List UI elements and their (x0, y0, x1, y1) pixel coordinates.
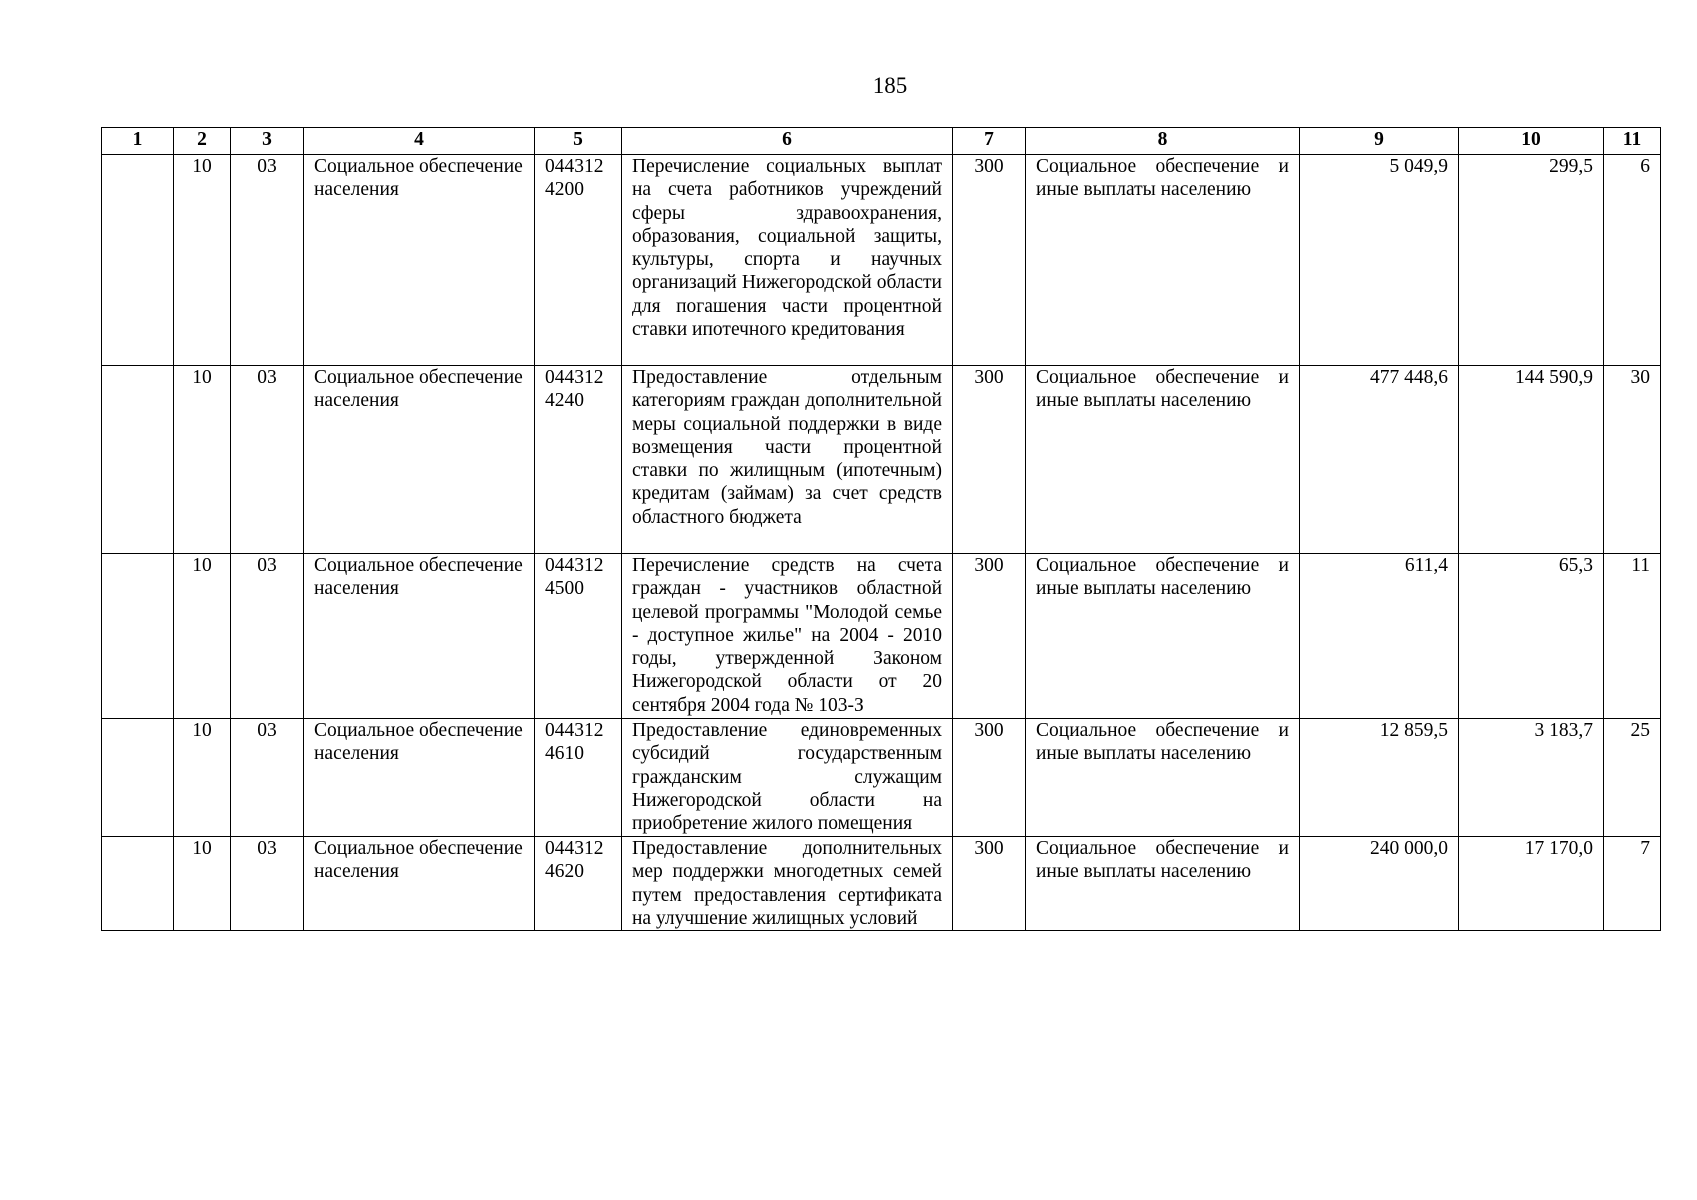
cell-col1 (102, 366, 174, 554)
cell-col1 (102, 155, 174, 366)
column-header-6: 6 (622, 128, 953, 155)
cell-subsection: 03 (231, 155, 304, 366)
column-header-11: 11 (1604, 128, 1661, 155)
cell-target-code: 0443124240 (535, 366, 622, 554)
column-header-3: 3 (231, 128, 304, 155)
cell-subsection-name: Социальное обеспечение населения (304, 837, 535, 931)
cell-amount-planned: 240 000,0 (1300, 837, 1459, 931)
cell-target-name: Перечисление средств на счета граждан - участников областной целевой программы "Молодой семье - доступное жилье" на 2004 - 2010 годы, утвержденной Законом Нижегородской области от 20 сентября 2004 года № 103-З (622, 554, 953, 719)
table-row (102, 719, 1661, 837)
cell-target-code: 0443124610 (535, 719, 622, 837)
cell-section: 10 (174, 719, 231, 837)
table-row (102, 155, 1661, 366)
cell-subsection-name: Социальное обеспечение населения (304, 155, 535, 366)
header-row (102, 128, 1661, 155)
cell-col1 (102, 837, 174, 931)
cell-section: 10 (174, 155, 231, 366)
cell-expense-type-code: 300 (953, 719, 1026, 837)
cell-expense-type-code: 300 (953, 554, 1026, 719)
cell-amount-planned: 12 859,5 (1300, 719, 1459, 837)
cell-target-name: Предоставление отдельным категориям граждан дополнительной меры социальной поддержки в виде возмещения части процентной ставки по жилищным (ипотечным) кредитам (займам) за счет средств областного бюджета (622, 366, 953, 554)
cell-expense-type-name: Социальное обеспечение и иные выплаты населению (1026, 366, 1300, 554)
cell-col1 (102, 554, 174, 719)
cell-amount-planned: 477 448,6 (1300, 366, 1459, 554)
cell-section: 10 (174, 837, 231, 931)
column-header-1: 1 (102, 128, 174, 155)
cell-subsection-name: Социальное обеспечение населения (304, 554, 535, 719)
cell-percent: 11 (1604, 554, 1661, 719)
cell-subsection: 03 (231, 719, 304, 837)
cell-col1 (102, 719, 174, 837)
column-header-5: 5 (535, 128, 622, 155)
cell-percent: 25 (1604, 719, 1661, 837)
cell-subsection: 03 (231, 554, 304, 719)
cell-subsection-name: Социальное обеспечение населения (304, 366, 535, 554)
cell-amount-executed: 17 170,0 (1459, 837, 1604, 931)
cell-subsection: 03 (231, 837, 304, 931)
cell-section: 10 (174, 554, 231, 719)
cell-amount-executed: 299,5 (1459, 155, 1604, 366)
cell-target-name: Предоставление единовременных субсидий государственным гражданским служащим Нижегородской области на приобретение жилого помещения (622, 719, 953, 837)
page-number: 185 (872, 73, 908, 98)
table-row (102, 366, 1661, 554)
column-header-9: 9 (1300, 128, 1459, 155)
cell-amount-planned: 5 049,9 (1300, 155, 1459, 366)
cell-section: 10 (174, 366, 231, 554)
cell-target-code: 0443124500 (535, 554, 622, 719)
column-header-2: 2 (174, 128, 231, 155)
cell-percent: 7 (1604, 837, 1661, 931)
cell-expense-type-name: Социальное обеспечение и иные выплаты населению (1026, 554, 1300, 719)
cell-target-name: Перечисление социальных выплат на счета работников учреждений сферы здравоохранения, образования, социальной защиты, культуры, спорта и научных организаций Нижегородской области для погашения части процентной ставки ипотечного кредитования (622, 155, 953, 366)
cell-expense-type-code: 300 (953, 155, 1026, 366)
cell-amount-executed: 65,3 (1459, 554, 1604, 719)
budget-table (101, 127, 1661, 931)
cell-expense-type-code: 300 (953, 837, 1026, 931)
cell-amount-planned: 611,4 (1300, 554, 1459, 719)
table-row (102, 554, 1661, 719)
cell-percent: 6 (1604, 155, 1661, 366)
cell-target-name: Предоставление дополнительных мер поддержки многодетных семей путем предоставления сертификата на улучшение жилищных условий (622, 837, 953, 931)
cell-expense-type-name: Социальное обеспечение и иные выплаты населению (1026, 155, 1300, 366)
cell-amount-executed: 144 590,9 (1459, 366, 1604, 554)
cell-percent: 30 (1604, 366, 1661, 554)
column-header-4: 4 (304, 128, 535, 155)
cell-target-code: 0443124200 (535, 155, 622, 366)
cell-subsection: 03 (231, 366, 304, 554)
cell-subsection-name: Социальное обеспечение населения (304, 719, 535, 837)
cell-expense-type-code: 300 (953, 366, 1026, 554)
column-header-7: 7 (953, 128, 1026, 155)
table-row (102, 837, 1661, 931)
cell-amount-executed: 3 183,7 (1459, 719, 1604, 837)
cell-target-code: 0443124620 (535, 837, 622, 931)
column-header-8: 8 (1026, 128, 1300, 155)
column-header-10: 10 (1459, 128, 1604, 155)
cell-expense-type-name: Социальное обеспечение и иные выплаты населению (1026, 837, 1300, 931)
cell-expense-type-name: Социальное обеспечение и иные выплаты населению (1026, 719, 1300, 837)
